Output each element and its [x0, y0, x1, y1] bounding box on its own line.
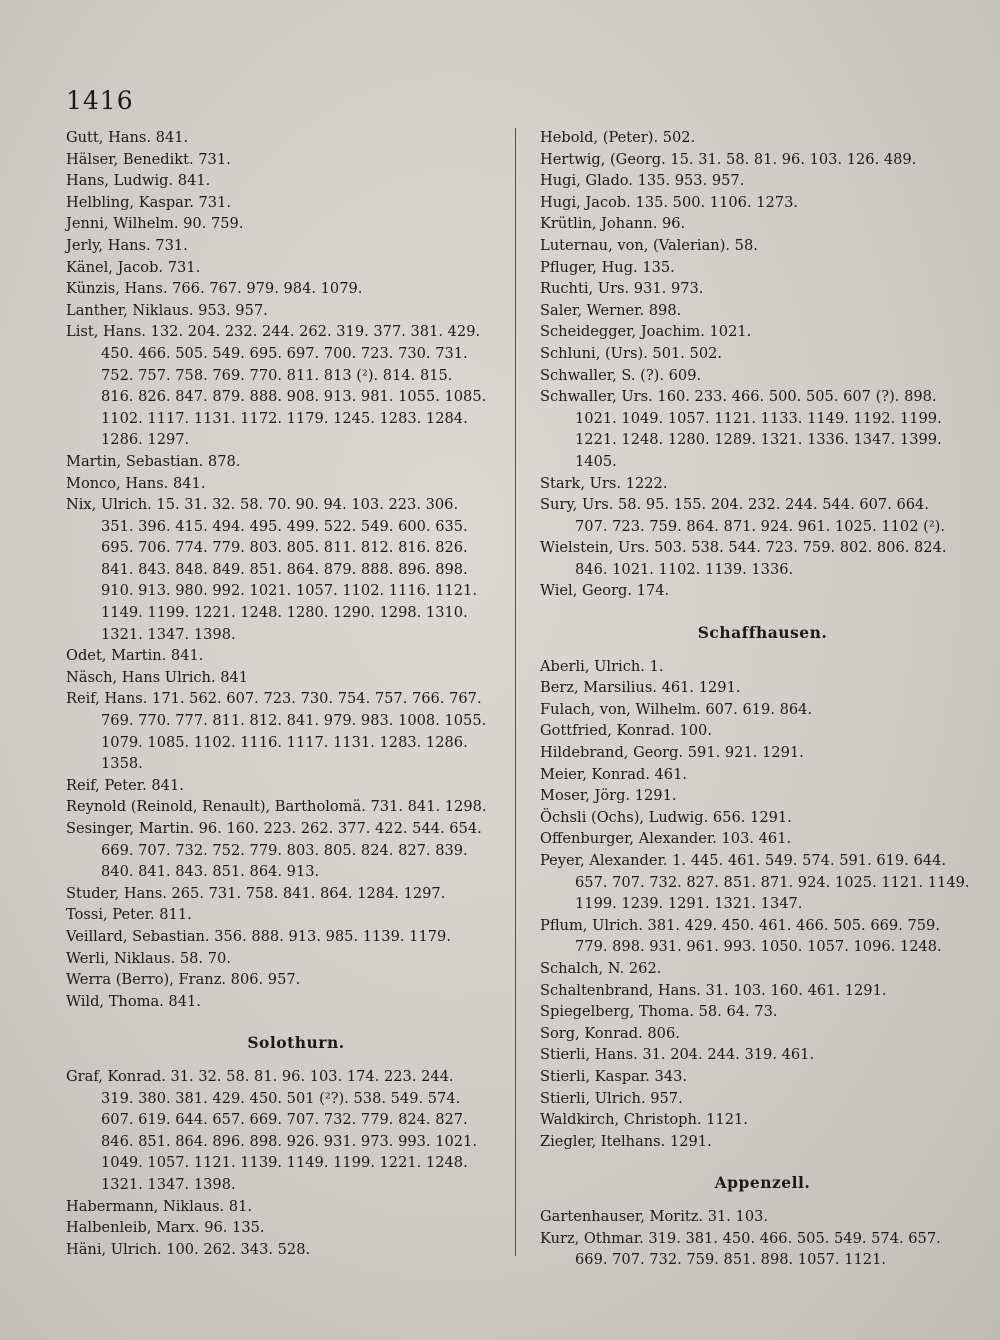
index-entry [540, 720, 955, 742]
entry-line: 846. 851. 864. 896. 898. 926. 931. 973. 993. 1021. [101, 1132, 477, 1150]
entry-line: 910. 913. 980. 992. 1021. 1057. 1102. 1116. 1121. [101, 582, 477, 600]
index-entry [540, 343, 955, 365]
entry-line: 779. 898. 931. 961. 993. 1050. 1057. 1096. 1248. [575, 938, 942, 956]
entry-line: Stierli, Kaspar. 343. [540, 1067, 688, 1085]
index-entry [66, 688, 506, 774]
entry-line: Schwaller, Urs. 160. 233. 466. 500. 505. 607 (?). 898. [540, 388, 937, 406]
index-entry [66, 278, 506, 300]
entry-line: Lanther, Niklaus. 953. 957. [66, 301, 268, 319]
right-column [540, 127, 970, 1271]
index-entry [540, 127, 955, 149]
entry-line: Werra (Berro), Franz. 806. 957. [66, 971, 301, 989]
entry-line: Jerly, Hans. 731. [66, 236, 188, 254]
entry-line: Wild, Thoma. 841. [66, 992, 201, 1010]
index-entry [540, 1109, 955, 1131]
entry-line: Nix, Ulrich. 15. 31. 32. 58. 70. 90. 94. 103. 223. 306. [66, 496, 459, 514]
entry-line: 351. 396. 415. 494. 495. 499. 522. 549. 600. 635. [101, 517, 468, 535]
index-entry [540, 537, 955, 580]
entry-line: Hugi, Glado. 135. 953. 957. [540, 172, 745, 190]
entry-line: Fulach, von, Wilhelm. 607. 619. 864. [540, 700, 813, 718]
entry-line: 769. 770. 777. 811. 812. 841. 979. 983. 1008. 1055. [101, 712, 487, 730]
section-heading: Solothurn. [247, 1033, 345, 1053]
index-entry [540, 677, 955, 699]
entry-line: 669. 707. 732. 752. 779. 803. 805. 824. 827. 839. [101, 841, 468, 859]
entry-line: 450. 466. 505. 549. 695. 697. 700. 723. 730. 731. [101, 344, 468, 362]
entry-line: Stierli, Ulrich. 957. [540, 1089, 683, 1107]
index-entry [66, 1239, 506, 1261]
entry-line: Schalch, N. 262. [540, 959, 662, 977]
entry-line: Häni, Ulrich. 100. 262. 343. 528. [66, 1240, 311, 1258]
index-entry [540, 300, 955, 322]
index-entry [540, 1023, 955, 1045]
entry-line: Spiegelberg, Thoma. 58. 64. 73. [540, 1003, 778, 1021]
entry-line: 1358. [101, 755, 143, 773]
entry-line: 840. 841. 843. 851. 864. 913. [101, 863, 320, 881]
entry-line: Näsch, Hans Ulrich. 841 [66, 668, 249, 686]
entry-line: 669. 707. 732. 759. 851. 898. 1057. 1121. [575, 1251, 886, 1269]
index-entry [66, 991, 506, 1013]
index-entry [66, 473, 506, 495]
entry-line: Habermann, Niklaus. 81. [66, 1197, 253, 1215]
entry-line: 841. 843. 848. 849. 851. 864. 879. 888. 896. 898. [101, 560, 468, 578]
index-entry [540, 807, 955, 829]
entry-line: Sury, Urs. 58. 95. 155. 204. 232. 244. 544. 607. 664. [540, 496, 929, 514]
index-entry [66, 451, 506, 473]
entry-line: Peyer, Alexander. 1. 445. 461. 549. 574. 591. 619. 644. [540, 852, 946, 869]
entry-line: Wiel, Georg. 174. [540, 582, 670, 600]
index-entry [540, 580, 955, 602]
index-entry [66, 235, 506, 257]
index-entry [66, 775, 506, 797]
left-column [66, 127, 506, 1260]
index-entry [66, 926, 506, 948]
entry-line: 1405. [575, 452, 617, 470]
entry-line: 752. 757. 758. 769. 770. 811. 813 (²). 814. 815. [101, 366, 453, 384]
index-entry [540, 915, 955, 958]
entry-line: Odet, Martin. 841. [66, 647, 204, 665]
index-entry [66, 192, 506, 214]
index-entry [66, 494, 506, 645]
entry-line: Hebold, (Peter). 502. [540, 129, 696, 146]
entry-line: 1321. 1347. 1398. [101, 625, 236, 643]
entry-line: Scheidegger, Joachim. 1021. [540, 323, 752, 341]
entry-line: Öchsli (Ochs), Ludwig. 656. 1291. [540, 808, 792, 826]
index-entry [66, 667, 506, 689]
page-number: 1416 [66, 86, 134, 115]
entry-line: Ruchti, Urs. 931. 973. [540, 280, 704, 298]
entry-line: Hans, Ludwig. 841. [66, 172, 211, 190]
index-entry [66, 948, 506, 970]
entry-line: Hälser, Benedikt. 731. [66, 150, 231, 168]
entry-line: Reynold (Reinold, Renault), Bartholomä. 731. 841. 1298. [66, 798, 487, 816]
index-entry [540, 785, 955, 807]
index-entry [540, 828, 955, 850]
index-entry [540, 1001, 955, 1023]
section-heading: Schaffhausen. [697, 623, 828, 643]
entry-line: Gartenhauser, Moritz. 31. 103. [540, 1207, 769, 1225]
section-heading: Appenzell. [714, 1173, 811, 1193]
entry-line: Berz, Marsilius. 461. 1291. [540, 679, 741, 697]
index-entry [540, 850, 970, 915]
index-entry [540, 213, 955, 235]
entry-line: Saler, Werner. 898. [540, 301, 682, 319]
index-entry [66, 1196, 506, 1218]
index-entry [540, 494, 955, 537]
index-entry [540, 1066, 955, 1088]
entry-line: Pfluger, Hug. 135. [540, 258, 675, 276]
index-entry [540, 235, 955, 257]
entry-line: Martin, Sebastian. 878. [66, 452, 241, 470]
entry-line: Tossi, Peter. 811. [66, 906, 192, 924]
entry-line: 1321. 1347. 1398. [101, 1175, 236, 1193]
entry-line: Pflum, Ulrich. 381. 429. 450. 461. 466. 505. 669. 759. [540, 916, 940, 934]
index-entry [66, 796, 506, 818]
index-entry [540, 742, 955, 764]
entry-line: 1149. 1199. 1221. 1248. 1280. 1290. 1298. 1310. [101, 604, 468, 622]
index-entry [66, 883, 506, 905]
entry-line: Monco, Hans. 841. [66, 474, 206, 492]
entry-line: Sesinger, Martin. 96. 160. 223. 262. 377. 422. 544. 654. [66, 820, 482, 837]
index-entry [66, 170, 506, 192]
index-entry [540, 980, 955, 1002]
entry-line: Werli, Niklaus. 58. 70. [66, 949, 231, 967]
index-entry [540, 699, 955, 721]
entry-line: Schluni, (Urs). 501. 502. [540, 344, 723, 362]
entry-line: 607. 619. 644. 657. 669. 707. 732. 779. 824. 827. [101, 1111, 468, 1129]
index-entry [540, 278, 955, 300]
entry-line: Sorg, Konrad. 806. [540, 1024, 680, 1042]
entry-line: 846. 1021. 1102. 1139. 1336. [575, 560, 794, 578]
entry-line: Wielstein, Urs. 503. 538. 544. 723. 759. 802. 806. 824. [540, 539, 947, 557]
index-entry [66, 645, 506, 667]
entry-line: Helbling, Kaspar. 731. [66, 193, 232, 211]
entry-line: 1021. 1049. 1057. 1121. 1133. 1149. 1192. 1199. [575, 409, 942, 427]
index-entry [540, 1088, 955, 1110]
entry-line: Schwaller, S. (?). 609. [540, 366, 702, 384]
index-entry [540, 958, 955, 980]
entry-line: 1079. 1085. 1102. 1116. 1117. 1131. 1283. 1286. [101, 733, 468, 751]
index-entry [540, 321, 955, 343]
entry-line: Hertwig, (Georg. 15. 31. 58. 81. 96. 103. 126. 489. [540, 150, 917, 168]
index-entry [540, 1044, 955, 1066]
index-entry [540, 1131, 955, 1153]
entry-line: 816. 826. 847. 879. 888. 908. 913. 981. 1055. 1085. [101, 388, 487, 406]
entry-line: Halbenleib, Marx. 96. 135. [66, 1219, 265, 1237]
entry-line: Luternau, von, (Valerian). 58. [540, 236, 758, 254]
entry-line: Gutt, Hans. 841. [66, 129, 189, 146]
entry-line: Känel, Jacob. 731. [66, 258, 201, 276]
entry-line: Jenni, Wilhelm. 90. 759. [66, 215, 244, 233]
entry-line: 1102. 1117. 1131. 1172. 1179. 1245. 1283. 1284. [101, 409, 468, 427]
index-entry [66, 257, 506, 279]
index-entry [540, 473, 955, 495]
entry-line: Offenburger, Alexander. 103. 461. [540, 830, 792, 848]
entry-line: Hildebrand, Georg. 591. 921. 1291. [540, 744, 804, 762]
entry-line: Graf, Konrad. 31. 32. 58. 81. 96. 103. 174. 223. 244. [66, 1067, 454, 1085]
entry-line: 695. 706. 774. 779. 803. 805. 811. 812. 816. 826. [101, 539, 468, 557]
index-entry [540, 1206, 955, 1228]
index-entry [66, 904, 506, 926]
entry-line: Studer, Hans. 265. 731. 758. 841. 864. 1284. 1297. [66, 884, 446, 902]
index-entry [540, 170, 955, 192]
entry-line: Hugi, Jacob. 135. 500. 1106. 1273. [540, 193, 799, 211]
entry-line: Meier, Konrad. 461. [540, 765, 688, 783]
entry-line: Waldkirch, Christoph. 1121. [540, 1111, 748, 1129]
entry-line: 1199. 1239. 1291. 1321. 1347. [575, 895, 803, 913]
entry-line: 657. 707. 732. 827. 851. 871. 924. 1025. 1121. 1149. [575, 873, 970, 891]
entry-line: Ziegler, Itelhans. 1291. [540, 1132, 712, 1150]
entry-line: Stark, Urs. 1222. [540, 474, 668, 492]
entry-line: Reif, Hans. 171. 562. 607. 723. 730. 754. 757. 766. 767. [66, 690, 482, 708]
index-entry [66, 127, 506, 149]
index-entry [540, 386, 955, 472]
index-entry [540, 764, 955, 786]
entry-line: 1049. 1057. 1121. 1139. 1149. 1199. 1221. 1248. [101, 1154, 468, 1172]
entry-line: Stierli, Hans. 31. 204. 244. 319. 461. [540, 1046, 815, 1064]
index-entry [66, 149, 506, 171]
entry-line: Künzis, Hans. 766. 767. 979. 984. 1079. [66, 280, 363, 298]
entry-line: 319. 380. 381. 429. 450. 501 (²?). 538. 549. 574. [101, 1089, 461, 1107]
entry-line: 707. 723. 759. 864. 871. 924. 961. 1025. 1102 (²). [575, 517, 946, 535]
index-entry [66, 300, 506, 322]
entry-line: 1286. 1297. [101, 431, 190, 449]
index-entry [66, 1066, 506, 1196]
index-entry [66, 818, 506, 883]
entry-line: Kurz, Othmar. 319. 381. 450. 466. 505. 549. 574. 657. [540, 1229, 941, 1247]
index-entry [540, 257, 955, 279]
entry-line: Schaltenbrand, Hans. 31. 103. 160. 461. 1291. [540, 981, 887, 999]
entry-line: List, Hans. 132. 204. 232. 244. 262. 319. 377. 381. 429. [66, 323, 481, 341]
index-entry [66, 1217, 506, 1239]
entry-line: Aberli, Ulrich. 1. [540, 657, 664, 675]
index-entry [66, 213, 506, 235]
entry-line: Gottfried, Konrad. 100. [540, 722, 712, 740]
entry-line: Reif, Peter. 841. [66, 776, 184, 794]
index-entry [540, 1228, 955, 1271]
index-entry [66, 969, 506, 991]
index-entry [540, 365, 955, 387]
index-entry [540, 149, 955, 171]
column-divider [515, 128, 516, 1256]
entry-line: Veillard, Sebastian. 356. 888. 913. 985. 1139. 1179. [66, 927, 451, 945]
index-entry [66, 321, 506, 451]
index-entry [540, 656, 955, 678]
entry-line: Moser, Jörg. 1291. [540, 787, 677, 805]
entry-line: 1221. 1248. 1280. 1289. 1321. 1336. 1347. 1399. [575, 431, 942, 449]
index-entry [540, 192, 955, 214]
entry-line: Krütlin, Johann. 96. [540, 215, 686, 233]
